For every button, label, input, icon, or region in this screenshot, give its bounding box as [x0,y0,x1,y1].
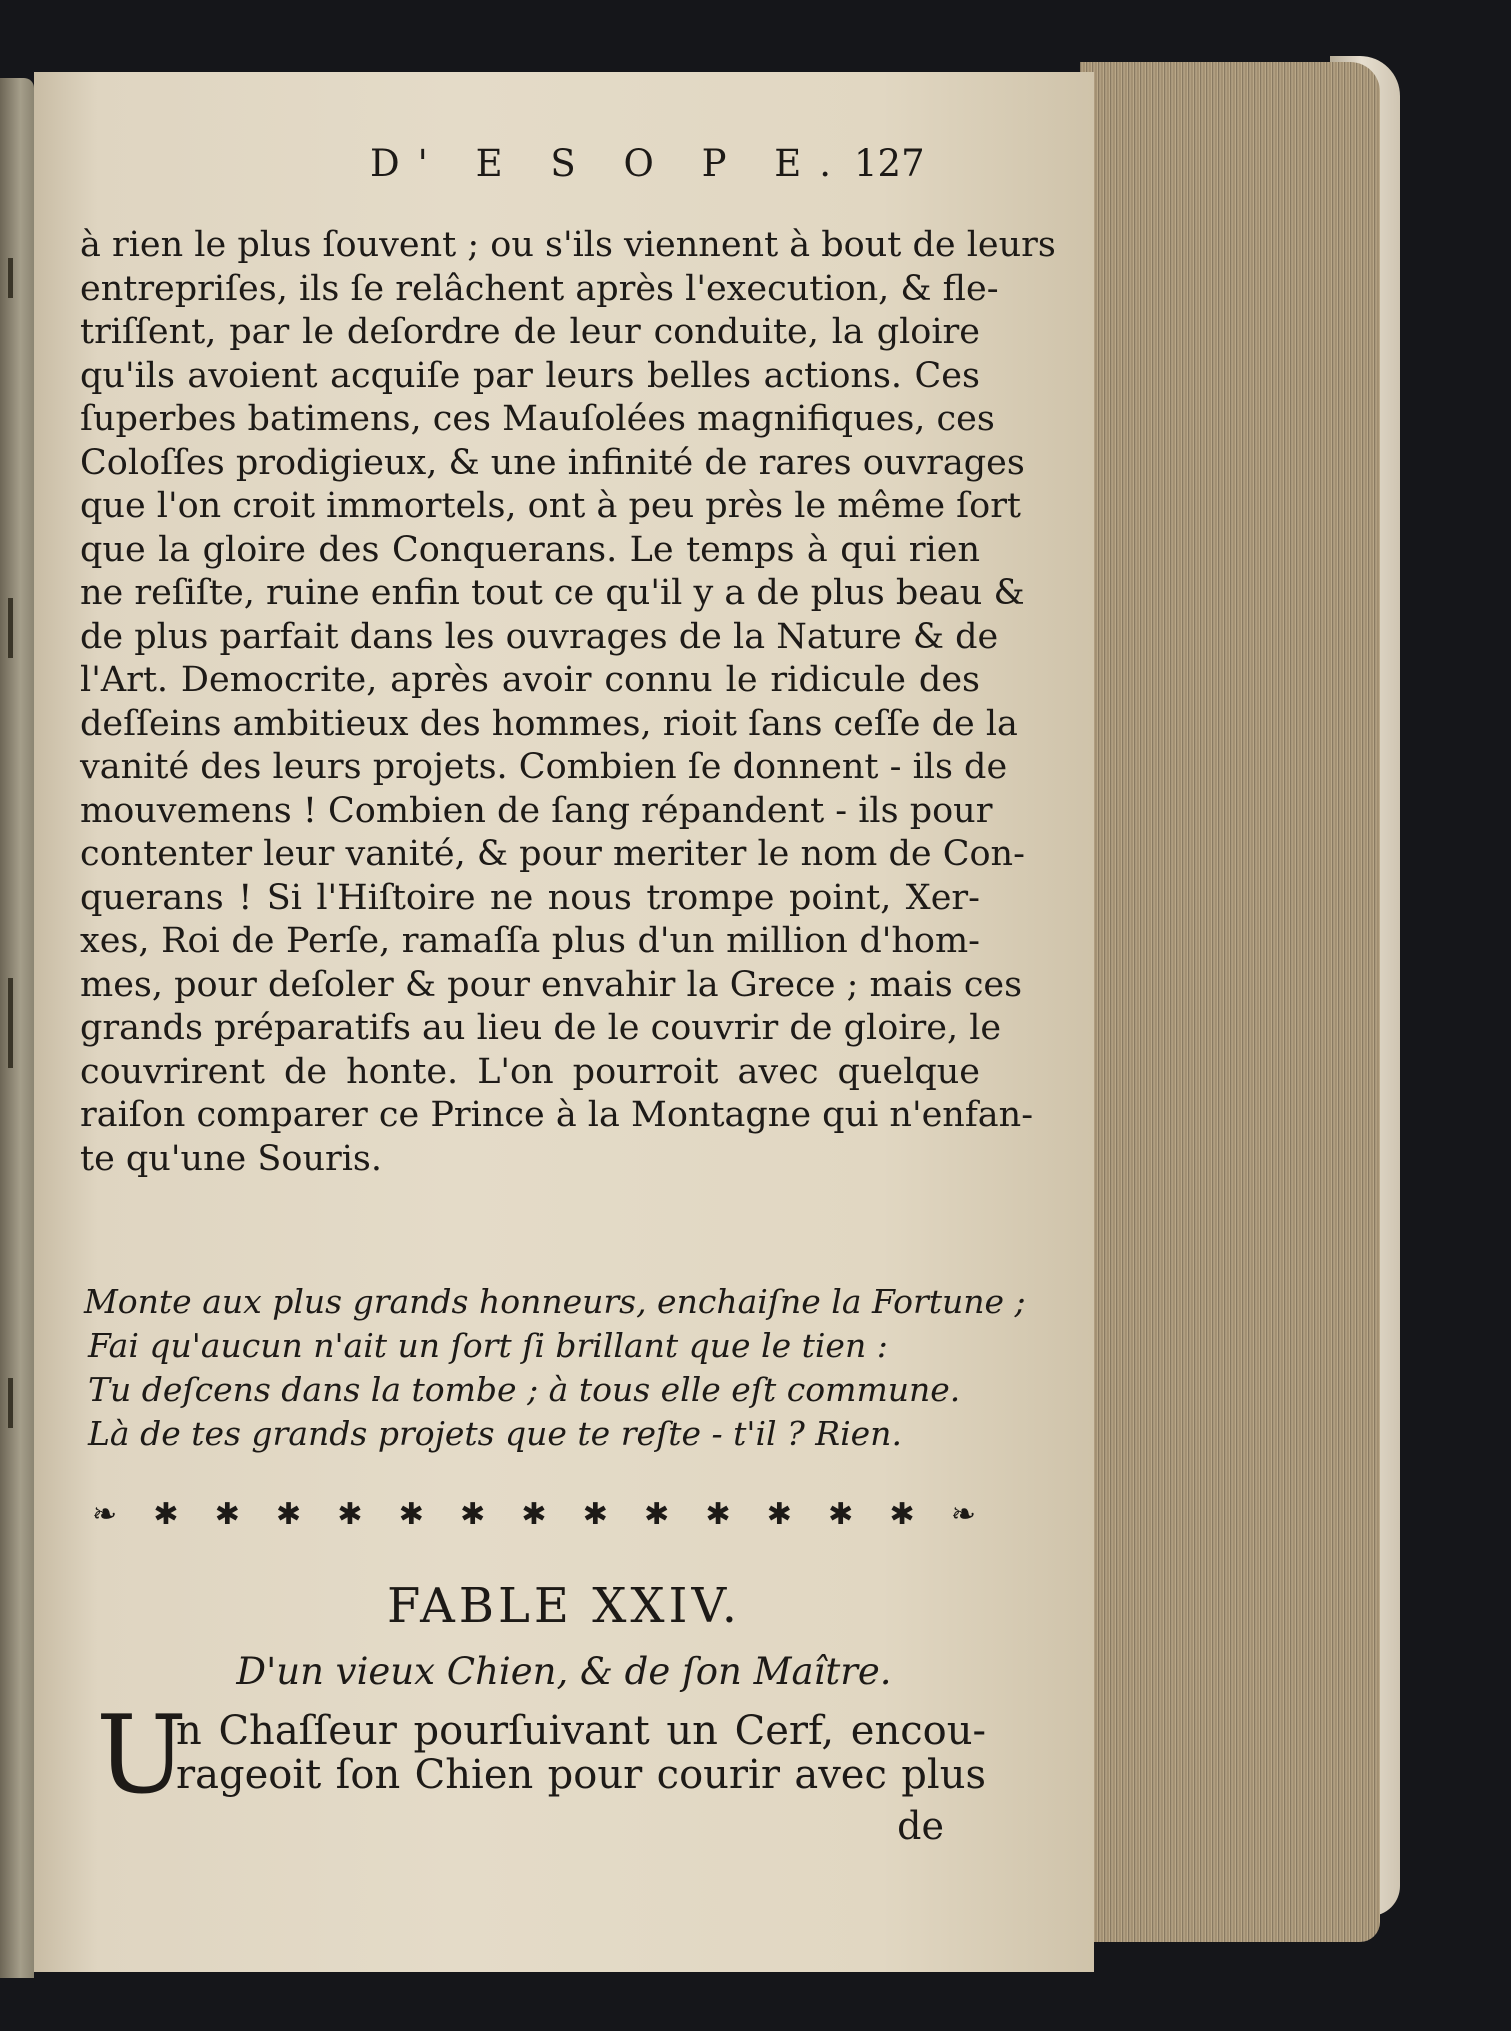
text-line: vanité des leurs projets. Combien ſe donnent - ils de [80,747,1008,787]
text-line: Coloſſes prodigieux, & une infinité de rares ouvrages [80,442,1025,483]
asterisk: ✱ [889,1497,915,1532]
text-line: rageoit ſon Chien pour courir avec plus [176,1752,986,1798]
asterisk: ✱ [521,1497,547,1532]
previous-page-edge [0,78,34,1978]
asterisk: ✱ [153,1497,179,1532]
page-number: 127 [854,142,925,185]
asterisk: ✱ [276,1497,302,1532]
text-line: te qu'une Souris. [80,1138,382,1179]
asterisk: ✱ [582,1497,608,1532]
text-line: contenter leur vanité, & pour meriter le nom de Con- [80,834,1025,874]
verse-line: Tu deſcens dans la tombe ; à tous elle eſt commune. [88,1370,961,1409]
asterisk: ✱ [705,1497,731,1532]
asterisk: ✱ [398,1497,424,1532]
text-line: de plus parfait dans les ouvrages de la Nature & de [80,616,999,657]
text-line: ne reſiſte, ruine enfin tout ce qu'il y a de plus beau & [80,573,1025,613]
body-text [80,224,1056,1181]
running-head: D' E S O P E. [370,142,849,185]
text-line: ſuperbes batimens, ces Mauſolées magnifiques, ces [80,399,995,439]
ornament-rule [92,1497,976,1532]
asterisk: ✱ [214,1497,240,1532]
page-edges [1080,62,1380,1942]
text-line: entrepriſes, ils ſe relâchent après l'execution, & fle- [80,268,999,309]
verse-line: Monte aux plus grands honneurs, enchaiſne la Fortune ; [84,1282,1026,1321]
text-line: raiſon comparer ce Prince à la Montagne qui n'enfan- [80,1095,1034,1135]
text-line: que la gloire des Conquerans. Le temps à qui rien [80,529,980,570]
catchword: de [897,1804,944,1848]
text-line: xes, Roi de Perſe, ramaſſa plus d'un million d'hom- [80,921,980,961]
text-line: mouvemens ! Combien de ſang répandent - ils pour [80,790,993,831]
verse-line: Fai qu'aucun n'ait un ſort ſi brillant que le tien : [88,1326,888,1365]
asterisk: ✱ [460,1497,486,1532]
fleuron: ❧ [950,1497,976,1532]
asterisk: ✱ [337,1497,363,1532]
verse-line: Là de tes grands projets que te reſte - t'il ? Rien. [88,1414,902,1453]
text-line: à rien le plus ſouvent ; ou s'ils viennent à bout de leurs [80,225,1056,265]
fable-subtitle: D'un vieux Chien, & de ſon Maître. [236,1650,892,1693]
moral-verse [84,1280,1026,1456]
text-line: triſſent, par le deſordre de leur conduite, la gloire [80,312,980,352]
text-line: couvrirent de honte. L'on pourroit avec quelque [80,1051,980,1092]
book-page [34,72,1094,1972]
page-header [34,142,1094,192]
text-line: n Chaſſeur pourſuivant un Cerf, encou- [176,1708,986,1754]
text-line: que l'on croit immortels, ont à peu près le même ſort [80,486,1021,526]
text-line: mes, pour deſoler & pour envahir la Grece ; mais ces [80,964,1023,1005]
asterisk: ✱ [766,1497,792,1532]
asterisk: ✱ [644,1497,670,1532]
text-line: querans ! Si l'Hiſtoire ne nous trompe point, Xer- [80,877,980,918]
text-line: qu'ils avoient acquiſe par leurs belles actions. Ces [80,355,980,396]
fable-title: FABLE XXIV. [386,1578,742,1634]
asterisk: ✱ [828,1497,854,1532]
drop-cap: U [96,1693,188,1818]
text-line: l'Art. Democrite, après avoir connu le ridicule des [80,660,980,700]
fleuron: ❧ [92,1497,118,1532]
text-line: deſſeins ambitieux des hommes, rioit ſans ceſſe de la [80,703,1018,744]
text-line: grands préparatifs au lieu de le couvrir de gloire, le [80,1008,1002,1048]
